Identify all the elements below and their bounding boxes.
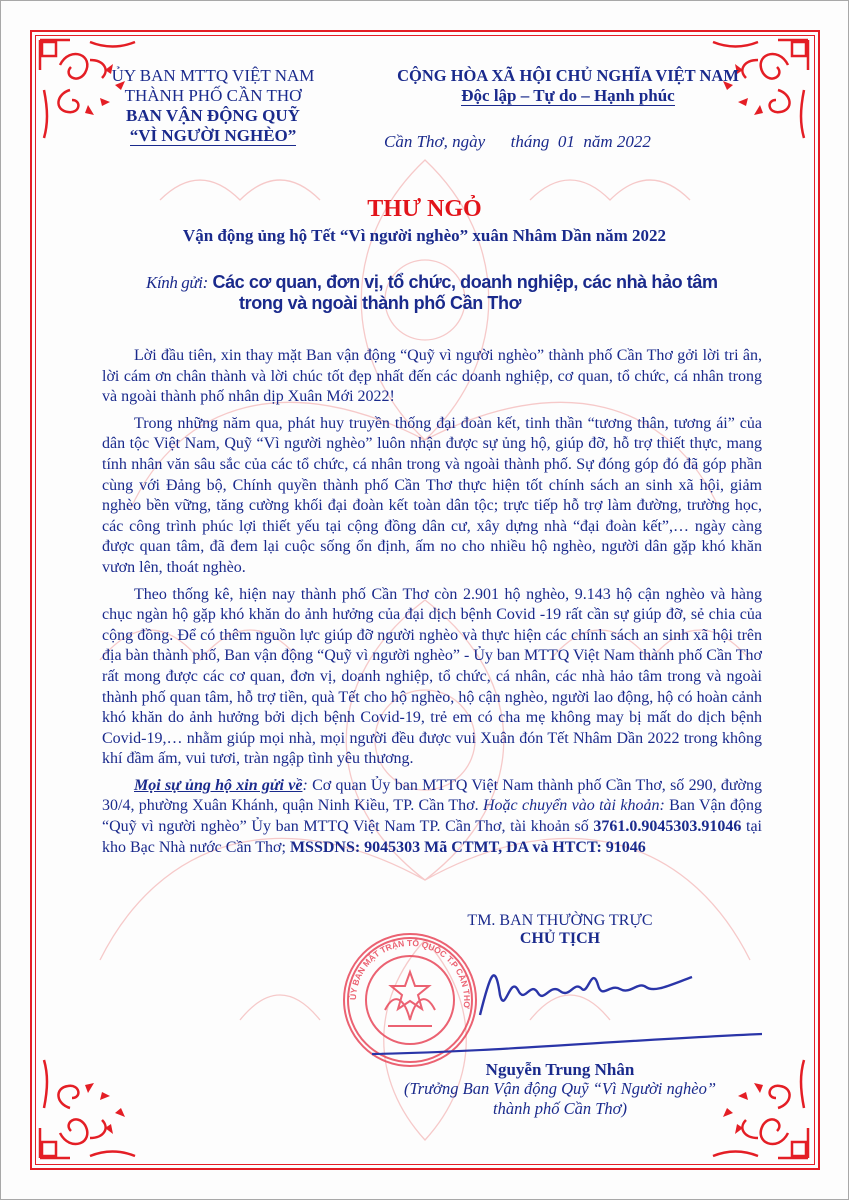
national-heading: [358, 66, 778, 106]
org-line-2: THÀNH PHỐ CẦN THƠ: [124, 86, 302, 105]
handwritten-signature-icon: [470, 955, 700, 1025]
donation-address: Cơ quan Ủy ban MTTQ Việt Nam thành phố Cần Thơ, số 290, đường 30/4, phường Xuân Khánh, quận Ninh Kiều, TP. Cần Thơ.: [102, 776, 762, 815]
paragraph-appeal: Theo thống kê, hiện nay thành phố Cần Thơ còn 2.901 hộ nghèo, 9.143 hộ cận nghèo và hàng chục ngàn hộ gặp khó khăn do ảnh hưởng của đại dịch bệnh Covid -19 rất cần sự giúp đỡ, sẻ chia của cộng đồng. Để có thêm nguồn lực giúp đỡ người nghèo và thực hiện các chính sách an sinh xã hội trên địa bàn thành phố, Ban vận động “Quỹ vì người nghèo” - Ủy ban MTTQ Việt Nam thành phố Cần Thơ rất mong được các cơ quan, đơn vị, doanh nghiệp, tổ chức, cá nhân, các nhà hảo tâm trong và ngoài thành phố quan tâm, hỗ trợ tiền, quà Tết cho hộ nghèo, hộ cận nghèo, người lao động, hộ có hoàn cảnh khó khăn do ảnh hưởng bởi dịch bệnh Covid-19, trẻ em có cha mẹ không may bị mất do dịch bệnh Covid-19,… nhằm giúp mọi nhà, mọi người đều được vui Xuân đón Tết Nhâm Dần 2022 trong không khí đầm ấm, vui tươi, tràn ngập tình yêu thương.: [102, 585, 762, 768]
signature-stroke-icon: [372, 1030, 762, 1060]
bank-name: tại kho Bạc Nhà nước Cần Thơ;: [102, 818, 762, 856]
signer-title-line-1: (Trưởng Ban Vận động Quỹ “Vì Người nghèo”: [404, 1079, 716, 1098]
letter-subtitle: Vận động ủng hộ Tết “Vì người nghèo” xuân Nhâm Dần năm 2022: [182, 226, 667, 245]
paragraph-tradition: Trong những năm qua, phát huy truyền thống đại đoàn kết, tinh thần “tương thân, tương ái” của dân tộc Việt Nam, Quỹ “Vì người nghèo” luôn nhận được sự ủng hộ, giúp đỡ, hỗ trợ thiết thực, mang tính nhân văn sâu sắc của các tổ chức, cá nhân trong và ngoài thành phố. Sự đóng góp đó đã góp phần cùng với Đảng bộ, Chính quyền thành phố Cần Thơ thực hiện tốt chính sách an sinh xã hội, giảm nghèo bền vững, tăng cường khối đại đoàn kết toàn dân tộc; trực tiếp hỗ trợ làm đường, trường học, các công trình phúc lợi thiết yếu tại cộng đồng dân cư, xây dựng nhà “đại đoàn kết”,… ngày càng được quan tâm, đã đem lại cuộc sống ổn định, ấm no cho nhiều hộ nghèo, người dân gặp khó khăn vươn lên, thoát nghèo.: [102, 414, 762, 576]
issuing-organization: [88, 66, 338, 146]
salutation-recipients-1: Các cơ quan, đơn vị, tổ chức, doanh nghiệp, các nhà hảo tâm: [207, 272, 718, 292]
role-line-1: TM. BAN THƯỜNG TRỰC: [467, 912, 653, 929]
ornament-corner-icon: [30, 1058, 140, 1168]
salutation-lead: Kính gửi:: [146, 273, 208, 292]
account-number: 3761.0.9045303.91046: [593, 818, 742, 836]
signer-title: [360, 1079, 760, 1119]
transfer-lead: Hoặc chuyển vào tài khoản: [482, 797, 660, 815]
letter-body: [102, 346, 762, 864]
tax-codes: MSSDNS: 9045303 Mã CTMT, DA và HTCT: 91046: [289, 838, 646, 856]
svg-text:ỦY BAN MẶT TRẬN TỔ QUỐC T.P CẦ: ỦY BAN MẶT TRẬN TỔ QUỐC T.P CẦN THƠ: [347, 937, 473, 1009]
salutation: [146, 272, 718, 314]
org-line-4: “VÌ NGƯỜI NGHÈO”: [129, 126, 297, 145]
paragraph-donation-info: Mọi sự ủng hộ xin gửi về: Cơ quan Ủy ban MTTQ Việt Nam thành phố Cần Thơ, số 290, đường 30/4, phường Xuân Khánh, quận Ninh Kiều, TP. Cần Thơ. Hoặc chuyển vào tài khoản: Ban Vận động “Quỹ vì người nghèo” Ủy ban MTTQ Việt Nam TP. Cần Thơ, tài khoản số 3761.0.9045303.91046 tại kho Bạc Nhà nước Cần Thơ; MSSDNS: 9045303 Mã CTMT, DA và HTCT: 91046: [102, 776, 763, 856]
national-title: CỘNG HÒA XÃ HỘI CHỦ NGHĨA VIỆT NAM: [397, 66, 739, 85]
account-holder: Ban Vận động “Quỹ vì người nghèo” Ủy ban MTTQ Việt Nam TP. Cần Thơ, tài khoản số: [102, 797, 763, 836]
signer-name: Nguyễn Trung Nhân: [485, 1060, 635, 1079]
letter-title: THƯ NGỎ: [367, 196, 482, 222]
org-line-1: ỦY BAN MTTQ VIỆT NAM: [111, 66, 315, 85]
signer-title-line-2: thành phố Cần Thơ): [493, 1099, 627, 1118]
national-motto: Độc lập – Tự do – Hạnh phúc: [461, 86, 675, 105]
paragraph-greeting: Lời đầu tiên, xin thay mặt Ban vận động “Quỹ vì người nghèo” thành phố Cần Thơ gởi lời tri ân, lời cám ơn chân thành và lời chúc tốt đẹp nhất đến các doanh nghiệp, cơ quan, tổ chức, cá nhân trong và ngoài thành phố nhân dịp Xuân Mới 2022!: [102, 347, 762, 406]
date-line: Cần Thơ, ngày tháng 01 năm 2022: [384, 132, 651, 151]
role-line-2: CHỦ TỊCH: [519, 930, 601, 947]
org-line-3: BAN VẬN ĐỘNG QUỸ: [126, 106, 300, 125]
salutation-recipients-2: trong và ngoài thành phố Cần Thơ: [239, 293, 521, 313]
donation-lead: Mọi sự ủng hộ xin gửi về: [134, 776, 303, 794]
